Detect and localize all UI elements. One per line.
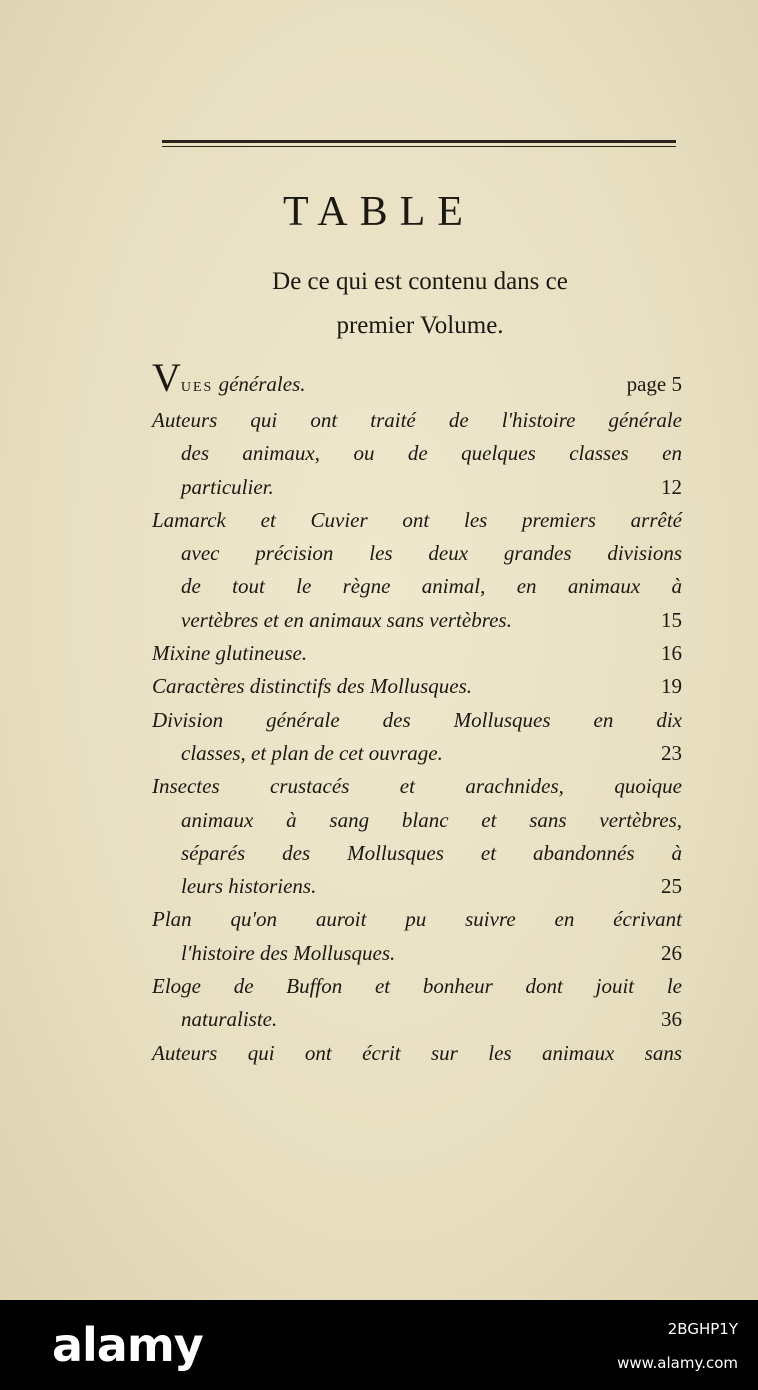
toc-entry-line: Auteurs qui ont écrit sur les animaux sans	[152, 1040, 682, 1065]
toc-entry-last-line	[152, 637, 682, 670]
toc-entry-last-line	[152, 471, 682, 504]
toc-entry-text: particulier.	[181, 474, 274, 499]
toc-entry-page: 26	[661, 940, 682, 965]
toc-entry	[152, 1037, 682, 1070]
toc-entry	[152, 970, 682, 1037]
toc-entry-line: de tout le règne animal, en animaux à	[181, 574, 682, 599]
watermark-footer	[0, 1300, 758, 1390]
toc-entry-line: des animaux, ou de quelques classes en	[181, 441, 682, 466]
toc-entry	[152, 504, 682, 637]
toc-entry	[152, 903, 682, 970]
toc-entry	[152, 770, 682, 903]
toc-entry-last-line	[152, 737, 682, 770]
toc-entry-text: classes, et plan de cet ouvrage.	[181, 740, 443, 765]
toc-entry-line: Eloge de Buffon et bonheur dont jouit le	[152, 974, 682, 999]
toc-entry-last-line	[152, 937, 682, 970]
toc-entry-line: Auteurs qui ont traité de l'histoire générale	[152, 408, 682, 432]
toc-entry-line: Plan qu'on auroit pu suivre en écrivant	[152, 907, 682, 932]
small-caps: UES	[180, 380, 214, 395]
toc-entry-page: 16	[661, 641, 682, 666]
toc-entry-last-line	[152, 604, 682, 637]
subtitle-line-2: premier Volume.	[336, 312, 504, 339]
toc-entry-text: vertèbres et en animaux sans vertèbres.	[181, 607, 512, 632]
toc-entry-line: séparés des Mollusques et abandonnés à	[181, 840, 682, 865]
toc-entry-line: Lamarck et Cuvier ont les premiers arrêté	[152, 507, 682, 532]
alamy-logo: alamy	[52, 1318, 203, 1372]
toc-entry-page: 19	[661, 674, 682, 699]
toc-entry	[152, 404, 682, 504]
toc-entry-line: avec précision les deux grandes divisions	[181, 541, 682, 566]
toc-entry-page: 23	[661, 740, 682, 765]
toc-first-text	[152, 355, 306, 404]
toc-entries	[152, 404, 682, 1070]
toc-first-rest: générales.	[218, 372, 306, 396]
toc-entry-page: 12	[661, 474, 682, 499]
table-of-contents	[152, 355, 682, 1070]
toc-entry	[152, 670, 682, 703]
toc-entry-text: Caractères distinctifs des Mollusques.	[152, 674, 473, 699]
page-title: TABLE	[283, 189, 475, 235]
toc-entry-last-line	[152, 670, 682, 703]
toc-entry-line: Division générale des Mollusques en dix	[152, 707, 682, 732]
toc-entry-line: animaux à sang blanc et sans vertèbres,	[181, 807, 682, 832]
site-url: www.alamy.com	[617, 1354, 738, 1372]
drop-cap: V	[152, 355, 181, 400]
toc-entry-text: Mixine glutineuse.	[152, 641, 308, 666]
toc-entry-page: 36	[661, 1007, 682, 1032]
toc-first-page: page 5	[626, 372, 682, 396]
toc-entry-page: 25	[661, 874, 682, 899]
toc-entry-line: Insectes crustacés et arachnides, quoique	[152, 774, 682, 799]
toc-entry	[152, 637, 682, 670]
toc-entry-first	[152, 355, 682, 404]
subtitle-line-1: De ce qui est contenu dans ce	[272, 268, 568, 295]
toc-entry-text: leurs historiens.	[181, 874, 317, 899]
toc-entry-last-line	[152, 870, 682, 903]
toc-entry	[152, 704, 682, 771]
toc-entry-page: 15	[661, 607, 682, 632]
image-id: 2BGHP1Y	[667, 1320, 738, 1338]
toc-entry-text: l'histoire des Mollusques.	[181, 940, 396, 965]
header-rule	[162, 140, 676, 147]
toc-entry-text: naturaliste.	[181, 1007, 278, 1032]
page-subtitle	[170, 260, 670, 348]
toc-entry-last-line	[152, 1003, 682, 1036]
